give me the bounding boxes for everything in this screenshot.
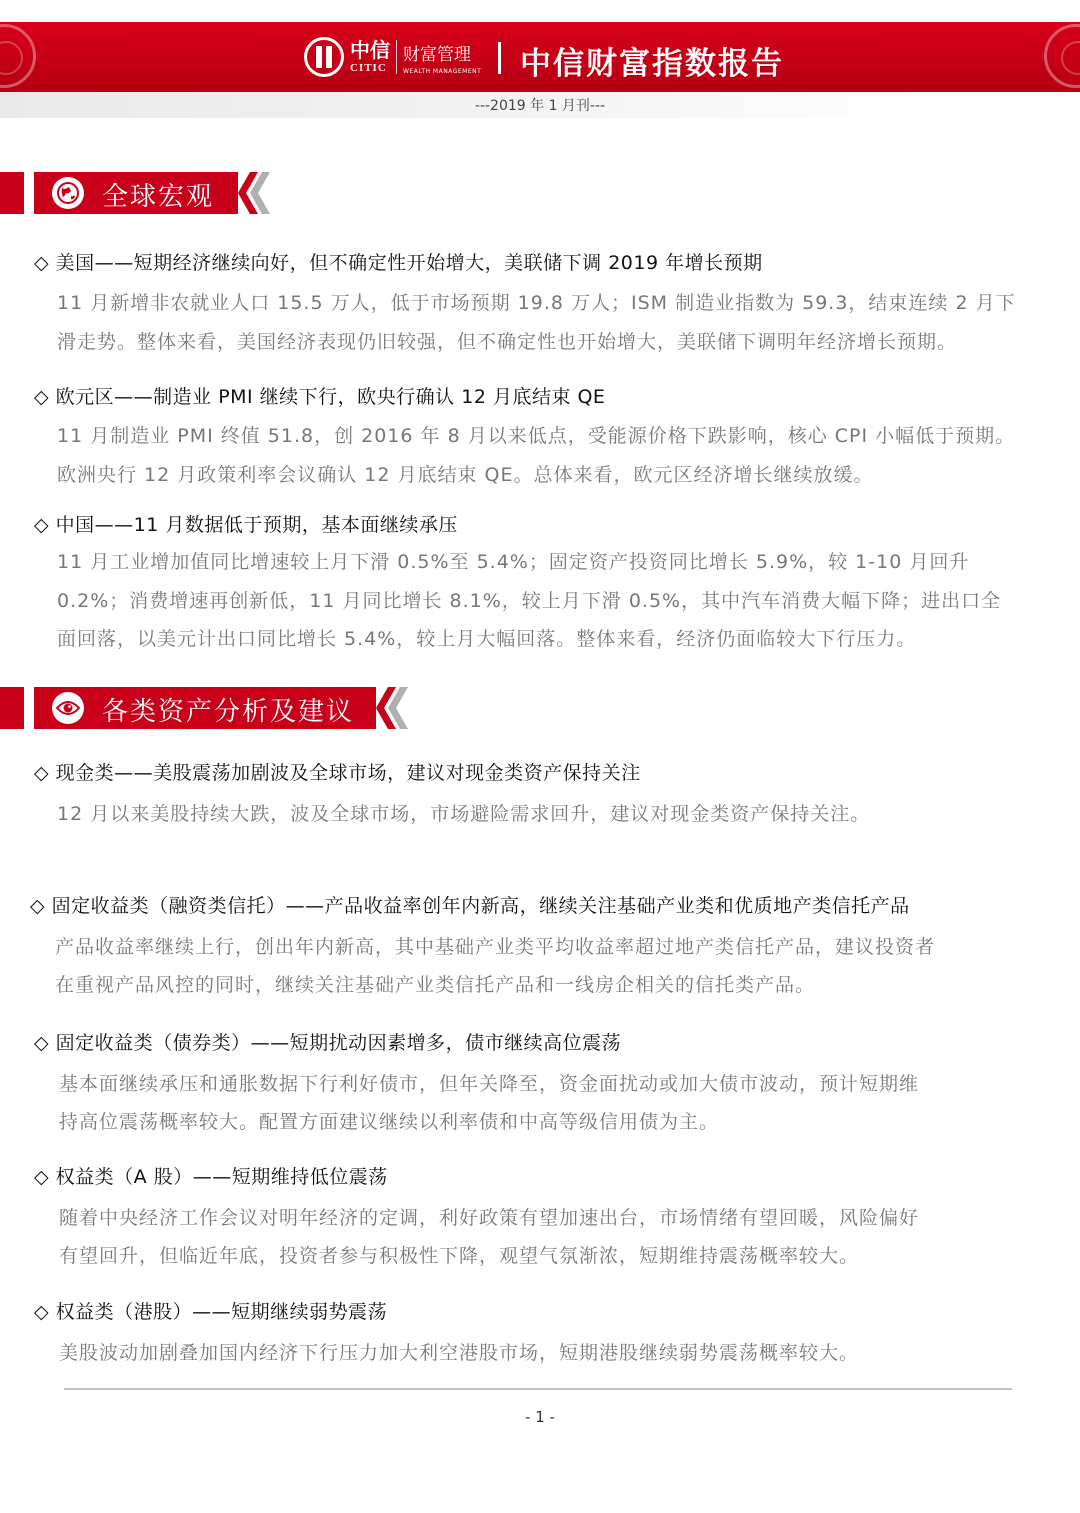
item-heading: ◇ 美国——短期经济继续向好，但不确定性开始增大，美联储下调 2019 年增长预期 [34,252,763,274]
corner-emblem-right-icon [1044,24,1080,88]
item-text-line: 0.2%；消费增速再创新低，11 月同比增长 8.1%，较上月下滑 0.5%，其中汽车消费大幅下降；进出口全 [57,590,1002,612]
item-text-line: 持高位震荡概率较大。配置方面建议继续以利率债和中高等级信用债为主。 [59,1111,720,1133]
item-text-line: 面回落，以美元计出口同比增长 5.4%，较上月大幅回落。整体来看，经济仍面临较大下行压力。 [57,628,917,650]
item-heading: ◇ 权益类（港股）——短期继续弱势震荡 [34,1301,388,1323]
item-heading: ◇ 欧元区——制造业 PMI 继续下行，欧央行确认 12 月底结束 QE [34,386,606,408]
section-header-global-macro [0,172,280,214]
item-text-line: 滑走势。整体来看，美国经济表现仍旧较强，但不确定性也开始增大，美联储下调明年经济增长预期。 [57,331,958,353]
top-margin [0,0,1080,22]
title-divider [498,42,501,74]
section-title: 各类资产分析及建议 [102,697,355,727]
logo-en-text: CITIC [350,62,387,74]
footer-divider [64,1388,1012,1390]
item-text-line: 11 月工业增加值同比增速较上月下滑 0.5%至 5.4%；固定资产投资同比增长 5.9%，较 1-10 月回升 [57,551,970,573]
item-heading: ◇ 权益类（A 股）——短期维持低位震荡 [34,1166,388,1188]
logo-cn-text: 中信 [350,38,390,62]
page-number: - 1 - [525,1408,555,1426]
logo-sub-cn-text: 财富管理 [403,44,471,65]
item-text-line: 在重视产品风控的同时，继续关注基础产业类信托产品和一线房企相关的信托类产品。 [55,974,816,996]
logo-sub-en-text: WEALTH MANAGEMENT [403,67,482,75]
item-heading: ◇ 中国——11 月数据低于预期，基本面继续承压 [34,514,458,536]
item-text-line: 美股波动加剧叠加国内经济下行压力加大利空港股市场，短期港股继续弱势震荡概率较大。 [59,1342,860,1364]
item-text-line: 有望回升，但临近年底，投资者参与积极性下降，观望气氛渐浓，短期维持震荡概率较大。 [59,1245,860,1267]
logo-divider [396,40,397,74]
item-heading: ◇ 现金类——美股震荡加剧波及全球市场，建议对现金类资产保持关注 [34,762,641,784]
globe-icon [52,177,84,209]
chevron-decoration-icon [374,687,410,729]
eye-icon [52,692,84,724]
item-text-line: 基本面继续承压和通胀数据下行利好债市，但年关降至，资金面扰动或加大债市波动，预计短期维 [59,1073,920,1095]
citic-logo [304,35,481,79]
section-header-asset-analysis [0,687,420,729]
issue-band [0,92,1080,118]
issue-label: ---2019 年 1 月刊--- [474,98,606,114]
item-heading: ◇ 固定收益类（债券类）——短期扰动因素增多，债市继续高位震荡 [34,1032,622,1054]
item-text-line: 11 月新增非农就业人口 15.5 万人，低于市场预期 19.8 万人；ISM 制造业指数为 59.3，结束连续 2 月下 [57,292,1016,314]
section-title: 全球宏观 [102,182,215,212]
corner-emblem-left-icon [0,24,36,88]
chevron-decoration-icon [236,172,272,214]
report-header [0,22,1080,92]
report-title: 中信财富指数报告 [520,46,784,82]
item-text-line: 11 月制造业 PMI 终值 51.8，创 2016 年 8 月以来低点，受能源价格下跌影响，核心 CPI 小幅低于预期。 [57,425,1016,447]
citic-logo-icon [304,37,344,77]
item-text-line: 产品收益率继续上行，创出年内新高，其中基础产业类平均收益率超过地产类信托产品，建议投资者 [55,936,936,958]
item-text-line: 随着中央经济工作会议对明年经济的定调，利好政策有望加速出台，市场情绪有望回暖，风险偏好 [59,1207,920,1229]
item-text-line: 12 月以来美股持续大跌，波及全球市场，市场避险需求回升，建议对现金类资产保持关注。 [57,803,871,825]
item-heading: ◇ 固定收益类（融资类信托）——产品收益率创年内新高，继续关注基础产业类和优质地产类信托产品 [30,895,910,917]
item-text-line: 欧洲央行 12 月政策利率会议确认 12 月底结束 QE。总体来看，欧元区经济增长继续放缓。 [57,464,874,486]
